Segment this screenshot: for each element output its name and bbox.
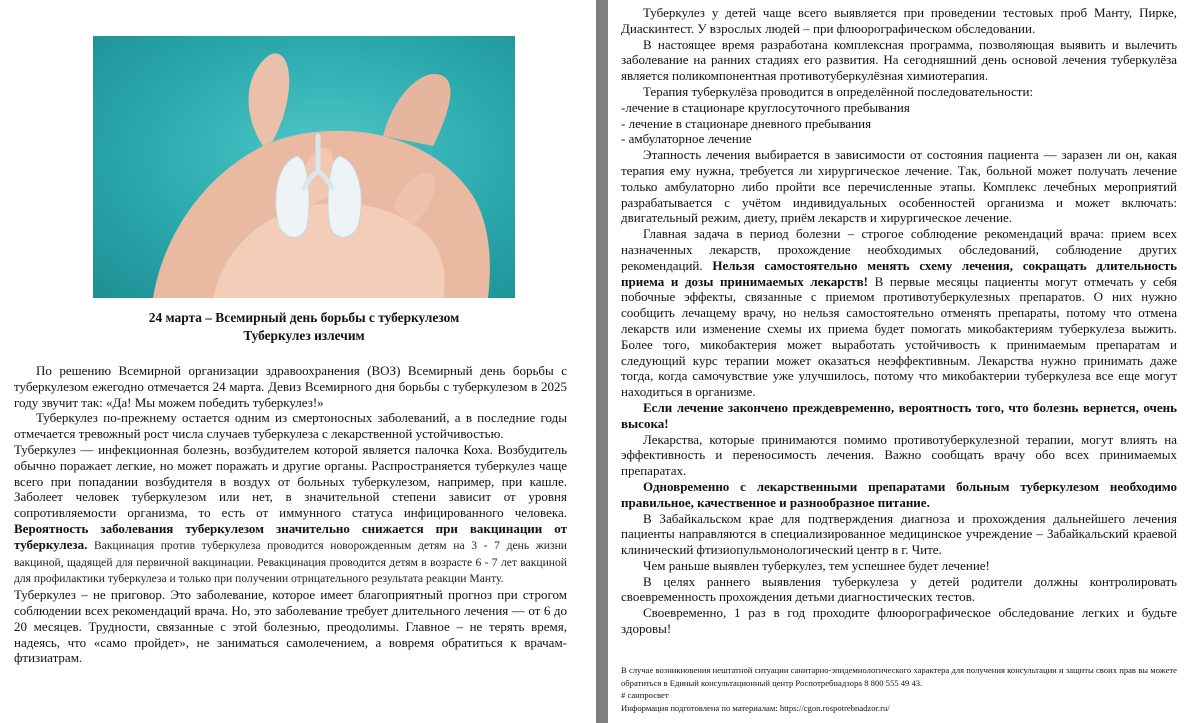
paragraph: Своевременно, 1 раз в год проходите флюорографическое обследование легких и будьте здоровы! xyxy=(621,605,1177,637)
paragraph: Туберкулез – не приговор. Это заболевание, которое имеет благоприятный прогноз при строгом соблюдении всех рекомендаций врача. Но, это заболевание требует длительного лечения — от 6 до 20 месяцев. Трудности, связанные с этой болезнью, преодолимы. Главное – не терять время, надеясь, что «само пройдет», не заниматься самолечением, а вовремя обратиться к врачам-фтизиатрам. xyxy=(14,587,567,666)
list-item: - амбулаторное лечение xyxy=(621,131,752,147)
paragraph: Туберкулез по-прежнему остается одним из смертоносных заболеваний, а в последние годы отмечается тревожный рост числа случаев туберкулеза с лекарственной устойчивостью. xyxy=(14,410,567,442)
paragraph: Чем раньше выявлен туберкулез, тем успешнее будет лечение! xyxy=(643,557,990,573)
paragraph: Лекарства, которые принимаются помимо противотуберкулезной терапии, могут влиять на эффективность и переносимость лечения. Важно сообщать врачу обо всех принимаемых препаратах. xyxy=(621,431,1177,479)
hands-holding-lungs-illustration xyxy=(93,36,515,298)
paragraph xyxy=(621,400,1177,432)
paragraph: В настоящее время разработана комплексная программа, позволяющая выявить и вылечить заболевание на ранних стадиях его развития. На сегодняшний день основой лечения туберкулёза является поликомпонентная противотуберкулёзная химиотерапия. xyxy=(621,36,1177,84)
paragraph: В целях раннего выявления туберкулеза у детей родители должны контролировать своевременность прохождения детьми диагностических тестов. xyxy=(621,573,1177,605)
paragraph xyxy=(621,479,1177,511)
paragraph: Терапия туберкулёза проводится в определённой последовательности: xyxy=(643,83,1034,99)
paragraph-text: В первые месяцы пациенты могут отмечать у себя побочные эффекты, связанные с приемом противотуберкулезных препаратов. О них нужно сообщить лечащему врачу, но нельзя самостоятельно отменять препараты, потому что отмена лекарств или изменение схемы их приема будет помогать микобактериям туберкулеза выжить. Более того, микобактерия может выработать устойчивость к принимаемым препаратам и следующий курс терапии может оказаться неэффективным. Лекарства нужно принимать даже тогда, когда самочувствие уже улучшилось, потому что микобактерии туберкулеза все еще могут находиться в организме. xyxy=(621,273,1178,400)
paragraph xyxy=(14,442,567,587)
paragraph xyxy=(621,226,1177,400)
paragraph-bold-text: Вероятность заболевания туберкулезом значительно снижается при вакцинации от туберкулеза. xyxy=(14,520,567,552)
footnote xyxy=(621,664,1177,714)
paragraph-bold-text: Если лечение закончено преждевременно, вероятность того, что болезнь вернется, очень высока! xyxy=(621,399,1177,431)
paragraph-text: Туберкулез — инфекционная болезнь, возбудителем которой является палочка Коха. Возбудитель обычно поражает легкие, но может поражать и другие органы. Распространяется туберкулез чаще всего при попадании возбудителя в воздух от больных туберкулезом, например, при кашле. Заболеет человек туберкулезом или нет, в значительной степени зависит от уровня сопротивляемости организма, то есть от иммунного статуса инфицированного человека. xyxy=(14,441,567,521)
paragraph-bold-text: Одновременно с лекарственными препаратами больным туберкулезом необходимо правильное, качественное и разнообразное питание. xyxy=(621,478,1177,510)
list-item: -лечение в стационаре круглосуточного пребывания xyxy=(621,99,910,115)
right-body-text xyxy=(621,5,1177,637)
hands-holding-lungs-icon xyxy=(93,36,515,298)
footnote-source: Информация подготовлена по материалам: https://cgon.rospotrebnadzor.ru/ xyxy=(621,702,890,713)
paragraph: В Забайкальском крае для подтверждения диагноза и прохождения дальнейшего лечения пациенты направляются в специализированное медицинское учреждение – Забайкальский краевой клинический фтизиопульмонологический центр в г. Чите. xyxy=(621,510,1177,558)
paragraph: По решению Всемирной организации здравоохранения (ВОЗ) Всемирный день борьбы с туберкулезом ежегодно отмечается 24 марта. Девиз Всемирного дня борьбы с туберкулезом в 2025 году звучит так: «Да! Мы можем победить туберкулез!» xyxy=(14,363,567,410)
footnote-hashtag: # санпросвет xyxy=(621,690,669,701)
paragraph-small-text: Вакцинация против туберкулеза проводится новорожденным детям на 3 - 7 день жизни вакциной, щадящей для первичной вакцинации. Ревакцинация проводится детям в возрасте 6 - 7 лет вакциной для профилактики туберкулеза и только при получении отрицательного результата реакции Манту. xyxy=(14,538,567,586)
footnote-line: В случае возникновения нештатной ситуации санитарно-эпидемиологического характера для получения консультации и защиты своих прав вы можете обратиться в Единый консультационный центр Роспотребнадзора 8 800 555 49 43. xyxy=(621,665,1177,688)
paragraph-bold-text: Нельзя самостоятельно менять схему лечения, сокращать длительность приема и дозы принимаемых лекарств! xyxy=(621,257,1178,289)
page-title: 24 марта – Всемирный день борьбы с туберкулезом xyxy=(148,310,460,325)
page-subtitle: Туберкулез излечим xyxy=(243,328,365,343)
paragraph: Этапность лечения выбирается в зависимости от состояния пациента — заразен ли он, какая терапия ему нужна, требуется ли хирургическое лечение. Так, больной может получать лечение только амбулаторно либо пройти все перечисленные этапы. Комплекс лечебных мероприятий разрабатывается с учётом индивидуальных особенностей организма и может включать: двигательный режим, диету, приём лекарств и хирургическое лечение. xyxy=(621,147,1177,226)
paragraph: Туберкулез у детей чаще всего выявляется при проведении тестовых проб Манту, Пирке, Диаскинтест. У взрослых людей – при флюорографическом обследовании. xyxy=(621,5,1177,36)
list-item: - лечение в стационаре дневного пребывания xyxy=(621,115,872,131)
left-body-text xyxy=(14,363,567,666)
left-page xyxy=(0,0,596,723)
paragraph-text: Главная задача в период болезни – строгое соблюдение рекомендаций врача: прием всех назначенных лекарств, прохождение необходимых обследований, соблюдение других рекомендаций. xyxy=(621,226,1177,273)
